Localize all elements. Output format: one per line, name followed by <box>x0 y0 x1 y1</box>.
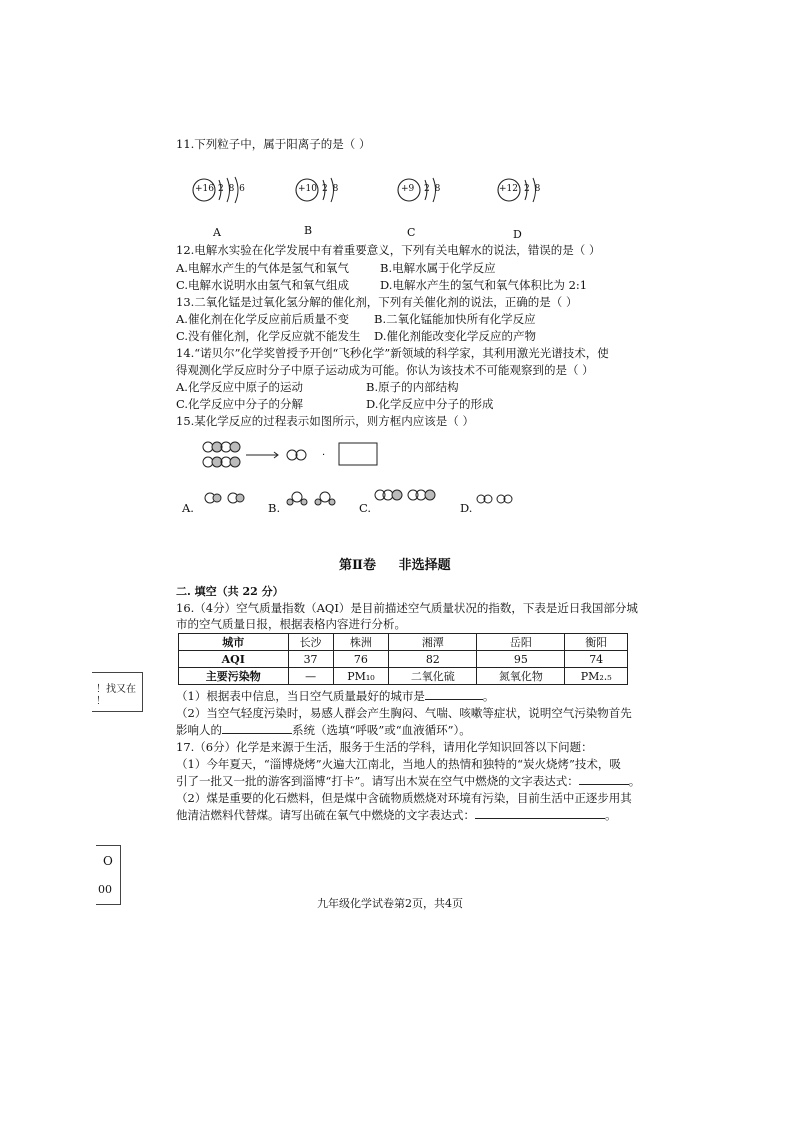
table-cell: 74 <box>565 651 628 668</box>
q14-stem-line1: 14.“诺贝尔”化学奖曾授予开创“飞秒化学”新领域的科学家，其利用激光光谱技术，使 <box>176 346 609 360</box>
q16-sub2-line2 <box>176 723 471 738</box>
q16-sub2-post: 系统（选填“呼吸”或“血液循环”）。 <box>292 723 471 737</box>
table-cell: 95 <box>477 651 565 668</box>
q16-sub1-end: 。 <box>482 689 495 703</box>
q14-option-b: B.原子的内部结构 <box>366 380 459 394</box>
table-cell: 岳阳 <box>477 634 565 651</box>
table-cell: PM₂.₅ <box>565 668 628 685</box>
q15-option-a: A. <box>182 501 194 515</box>
q14-option-c: C.化学反应中分子的分解 <box>176 397 304 411</box>
q11-stem: 11.下列粒子中，属于阳离子的是（ ） <box>176 137 371 151</box>
table-cell: 主要污染物 <box>179 668 289 685</box>
q15-option-c: C. <box>359 501 372 515</box>
q16-sub1-text: （1）根据表中信息，当日空气质量最好的城市是 <box>176 689 425 703</box>
table-cell: 37 <box>288 651 333 668</box>
margin-note-text: ！找又在 <box>96 684 136 695</box>
table-row <box>179 651 628 668</box>
q15-stem: 15.某化学反应的过程表示如图所示，则方框内应该是（ ） <box>176 414 474 428</box>
q16-stem-line2: 市的空气质量日报，根据表格内容进行分析。 <box>176 617 406 631</box>
answer-blank[interactable] <box>579 774 629 785</box>
q14-option-a: A.化学反应中原子的运动 <box>176 380 303 394</box>
q15-option-d: D. <box>460 501 473 515</box>
q14-stem-line2: 得观测化学反应时分子中原子运动成为可能。你认为该技术不可能观察到的是（ ） <box>176 363 594 377</box>
q15-option-d-molecules <box>476 491 516 507</box>
reaction-diagram <box>198 438 388 472</box>
q17-sub1-text: 引了一批又一批的游客到淄博“打卡”。请写出木炭在空气中燃烧的文字表达式： <box>176 774 579 788</box>
margin-box-mark-1: O <box>103 854 113 868</box>
section-part-heading: 二. 填空（共 22 分） <box>176 585 284 598</box>
table-cell: PM₁₀ <box>333 668 389 685</box>
q17-sub1-line2 <box>176 774 640 789</box>
table-cell: 城市 <box>179 634 289 651</box>
aqi-table <box>178 633 628 685</box>
option-a-label: A <box>213 226 221 239</box>
table-cell: 衡阳 <box>565 634 628 651</box>
margin-note-mark: ！ <box>96 696 106 707</box>
option-d-label: D <box>513 228 522 241</box>
answer-blank[interactable] <box>222 723 292 734</box>
table-cell: 82 <box>389 651 477 668</box>
q13-option-d: D.催化剂能改变化学反应的产物 <box>374 329 536 343</box>
table-row <box>179 668 628 685</box>
atom-c-shells: 2 8 <box>424 184 442 194</box>
q12-option-d: D.电解水产生的氢气和氧气体积比为 2:1 <box>380 278 588 292</box>
answer-blank[interactable] <box>425 689 483 700</box>
table-cell: AQI <box>179 651 289 668</box>
q12-option-b: B.电解水属于化学反应 <box>380 261 496 275</box>
q16-stem-line1: 16.（4分）空气质量指数（AQI）是目前描述空气质量状况的指数，下表是近日我国部分城 <box>176 601 638 615</box>
q16-sub1 <box>176 689 494 704</box>
q13-option-a: A.催化剂在化学反应前后质量不变 <box>176 312 349 326</box>
atom-d-nucleus: +12 <box>499 184 518 194</box>
table-cell: 长沙 <box>288 634 333 651</box>
q17-sub1-end: 。 <box>628 774 641 788</box>
atom-a-shells: 2 8 6 <box>218 184 246 194</box>
q12-option-a: A.电解水产生的气体是氢气和氧气 <box>176 261 349 275</box>
svg-text:·: · <box>322 450 326 461</box>
q17-sub2-line2 <box>176 808 617 823</box>
atom-b-shells: 2 8 <box>322 184 340 194</box>
q17-sub2-end: 。 <box>605 808 617 822</box>
table-cell: 氮氧化物 <box>477 668 565 685</box>
table-row <box>179 634 628 651</box>
q15-option-a-molecules <box>202 489 250 507</box>
margin-box-mark-2: 00 <box>98 883 112 896</box>
table-cell: 株洲 <box>333 634 389 651</box>
table-cell: 湘潭 <box>389 634 477 651</box>
answer-blank[interactable] <box>475 808 605 819</box>
option-c-label: C <box>407 226 416 239</box>
q17-sub2-line1: （2）煤是重要的化石燃料，但是煤中含硫物质燃烧对环境有污染，目前生活中正逐步用其 <box>176 791 632 805</box>
q13-stem: 13.二氧化锰是过氧化氢分解的催化剂，下列有关催化剂的说法，正确的是（ ） <box>176 295 578 309</box>
q17-sub2-text: 他清洁燃料代替煤。请写出硫在氧气中燃烧的文字表达式： <box>176 808 475 822</box>
q12-stem: 12.电解水实验在化学发展中有着重要意义，下列有关电解水的说法，错误的是（ ） <box>176 243 601 257</box>
q17-sub1-line1: （1）今年夏天，“淄博烧烤”火遍大江南北，当地人的热情和独特的“炭火烧烤”技术，吸 <box>176 757 621 771</box>
q13-option-b: B.二氧化锰能加快所有化学反应 <box>374 312 536 326</box>
q17-stem: 17.（6分）化学是来源于生活，服务于生活的学科，请用化学知识回答以下问题： <box>176 740 593 754</box>
q16-sub2-pre: 影响人的 <box>176 723 222 737</box>
q12-option-c: C.电解水说明水由氢气和氧气组成 <box>176 278 350 292</box>
q15-option-c-molecules <box>373 486 441 504</box>
section-title: 第Ⅱ卷 非选择题 <box>339 558 451 573</box>
table-cell: 二氧化硫 <box>389 668 477 685</box>
table-cell: 76 <box>333 651 389 668</box>
atom-a-nucleus: +16 <box>195 184 214 194</box>
q13-option-c: C.没有催化剂，化学反应就不能发生 <box>176 329 361 343</box>
q15-option-b: B. <box>268 501 281 515</box>
atom-c-nucleus: +9 <box>401 184 415 194</box>
q14-option-d: D.化学反应中分子的形成 <box>366 397 494 411</box>
option-b-label: B <box>304 224 313 237</box>
atom-b-nucleus: +10 <box>298 184 317 194</box>
q16-sub2-line1: （2）当空气轻度污染时，易感人群会产生胸闷、气喘、咳嗽等症状，说明空气污染物首先 <box>176 706 632 720</box>
page-footer: 九年级化学试卷第2页，共4页 <box>317 897 463 910</box>
atom-d-shells: 2 8 <box>524 184 542 194</box>
q15-option-b-molecules <box>284 489 344 509</box>
table-cell: — <box>288 668 333 685</box>
